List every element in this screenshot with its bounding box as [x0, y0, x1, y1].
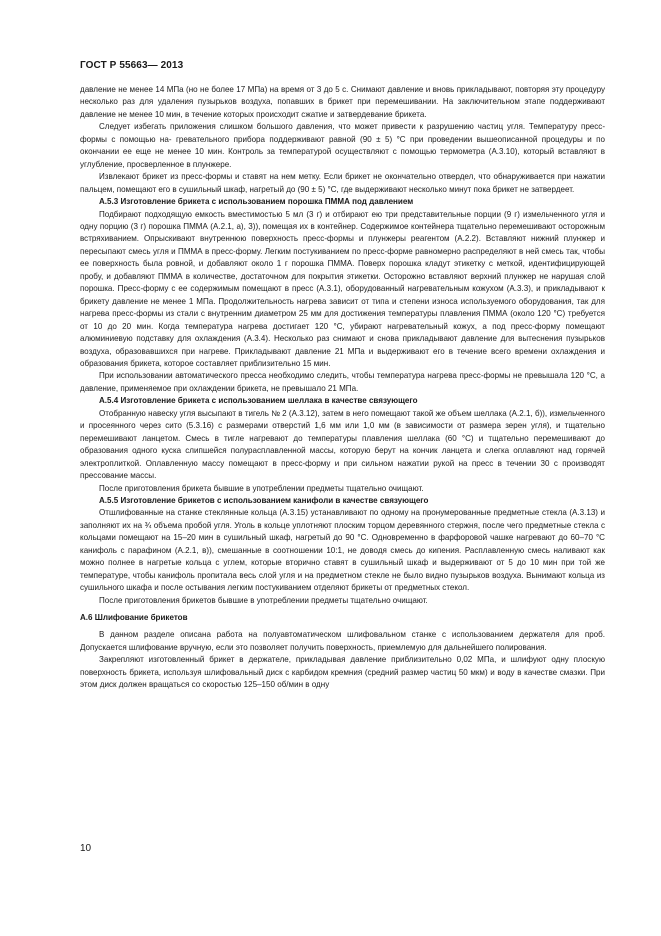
paragraph: После приготовления брикета бывшие в употреблении предметы тщательно очищают. — [99, 483, 424, 493]
paragraph: При использовании автоматического пресса необходимо следить, чтобы температура нагрева пресс-формы не превышала 120 °С, а давление, применяемое при охлаждении брикета, не превышало 21 МПа. — [80, 371, 605, 393]
paragraph: Подбирают подходящую емкость вместимостью 5 мл (3 г) и отбирают ею три представительные порции (9 г) измельченного угля и одну порцию (3 г) порошка ПММА (А.2.1, а), 3)), помещая их в контейнер. Содержимое контейнера тщательно перемешивают осторожным встряхиванием. Опрыскивают внутреннюю поверхность пресс-формы и плунжеры реагентом (А.2.2). Вставляют нижний плунжер и пересыпают смесь угля и ПММА в пресс-форму. Легким постукиванием по пресс-форме равномерно распределяют в ней смесь так, чтобы ее поверхность была ровной, и добавляют около 1 г порошка ПММА. Поверх порошка кладут этикетку с меткой, идентифицирующей пробу, и добавляют ПММА в количестве, достаточном для покрытия этикетки. Осторожно вставляют верхний плунжер не нарушая слой порошка. Пресс-форму с ее содержимым помещают в пресс (А.3.1), оборудованный нагревательным кожухом (А.3.3), и прикладывают к брикету давление не менее 1 МПа. Продолжительность нагрева зависит от типа и степени износа используемого оборудования, так для нагрева пресс-формы из стали с внутренним диаметром 25 мм для достижения температуры плавления ПММА (около 120 °С) требуется от 10 до 20 мин. Когда температура нагрева достигает 120 °С, убирают нагревательный кожух, а под пресс-форму помещают алюминиевую подставку для охлаждения (А.3.4). Несколько раз снимают и снова прикладывают давление для вытеснения пузырьков воздуха, образовавшихся при нагреве. Прикладывают давление 21 МПа и выдерживают его в течение всего времени охлаждения и образования брикета, которое составляет приблизительно 15 мин. — [80, 209, 605, 368]
page-number: 10 — [80, 843, 92, 854]
paragraph: Отшлифованные на станке стеклянные кольца (А.3.15) устанавливают по одному на пронумерованные предметные стекла (А.3.13) и заполняют их на ¾ объема пробой угля. Уголь в кольце уплотняют плоским торцом деревянного стержня, после чего предметные стекла с кольцами помещают на 15–20 мин в сушильный шкаф, нагретый до 90 °С. Одновременно в фарфоровой чашке нагревают до 60–70 °С канифоль с парафином (А.2.1, в)), смешанные в соотношении 10:1, не доводя смесь до кипения. Расплавленную смесь наливают как можно полнее в нагретые кольца с углем, которые вторично ставят в сушильный шкаф и выдерживают от 5 до 10 мин при той же температуре, чтобы канифоль пропитала весь слой угля и на предметном стекле не было видно пузырьков воздуха. Вынимают кольца из сушильного шкафа и после остывания легким постукиванием отделяют брикеты от предметных стекол. — [80, 508, 605, 593]
section-heading-a-5-5: А.5.5 Изготовление брикетов с использованием канифоли в качестве связующего — [99, 495, 429, 505]
paragraph: Отобранную навеску угля высыпают в тигель № 2 (А.3.12), затем в него помещают такой же объем шеллака (А.2.1, б)), измельченного и просеянного через сито (5.3.16) с размерами отверстий 1,6 мм или 1,0 мм (в зависимости от размера зерен угля), и тщательно перемешивают ланцетом. Смесь в тигле нагревают до температуры плавления шеллака (60 °С) и тщательно перемешивают до образования одного куска слипшейся полурасплавленной массы, которую берут на кончик ланцета и слегка оплавляют над горячей электроплиткой. Оплавленную массу помещают в пресс-форму и при сильном нажатии рукой на пресс в течении 30 с производят прессование массы. — [80, 408, 605, 481]
document-body — [80, 84, 605, 692]
paragraph: В данном разделе описана работа на полуавтоматическом шлифовальном станке с использованием держателя для проб. Допускается шлифование вручную, если это позволяет получить поверхность, приемлемую для дальнейшего полирования. — [80, 630, 605, 652]
paragraph-continuation: давление не менее 14 МПа (но не более 17 МПа) на время от 3 до 5 с. Снимают давление и вновь прикладывают, повторяя эту процедуру несколько раз для удаления пузырьков воздуха, попавших в брикет при перемешивании. На заключительном этапе поддерживают давление не менее 10 мин, в течение которых происходит сжатие и затвердевание брикета. — [80, 85, 605, 119]
paragraph: Закрепляют изготовленный брикет в держателе, прикладывая давление приблизительно 0,02 МПа, и шлифуют одну плоскую поверхность брикета, используя шлифовальный диск с карбидом кремния (средний размер частиц 50 мкм) и воду в качестве смазки. При этом диск должен вращаться со скоростью 125–150 об/мин в одну — [80, 655, 605, 690]
section-heading-a-5-4: А.5.4 Изготовление брикета с использованием шеллака в качестве связующего — [99, 396, 418, 406]
paragraph: Извлекают брикет из пресс-формы и ставят на нем метку. Если брикет не окончательно отвердел, что обнаруживается при нажатии пальцем, помещают его в сушильный шкаф, нагретый до (90 ± 5) °С, где выдерживают несколько минут пока брикет не затвердеет. — [80, 172, 605, 194]
document-header: ГОСТ Р 55663— 2013 — [80, 60, 184, 71]
section-heading-a-5-3: А.5.3 Изготовление брикета с использованием порошка ПММА под давлением — [99, 197, 414, 207]
paragraph: Следует избегать приложения слишком большого давления, что может привести к разрушению частиц угля. Температуру пресс-формы с помощью на- гревательного прибора поддерживают равной (90 ± 5) °С при проведении вышеописанной процедуры и по окончании ее еще не менее 10 мин. Контроль за температурой осуществляют с помощью термометра (А.3.10), который вставляют в углубление, просверленное в плунжере. — [80, 122, 605, 169]
section-heading-a-6: А.6 Шлифование брикетов — [80, 613, 188, 623]
paragraph: После приготовления брикетов бывшие в употреблении предметы тщательно очищают. — [99, 595, 428, 605]
